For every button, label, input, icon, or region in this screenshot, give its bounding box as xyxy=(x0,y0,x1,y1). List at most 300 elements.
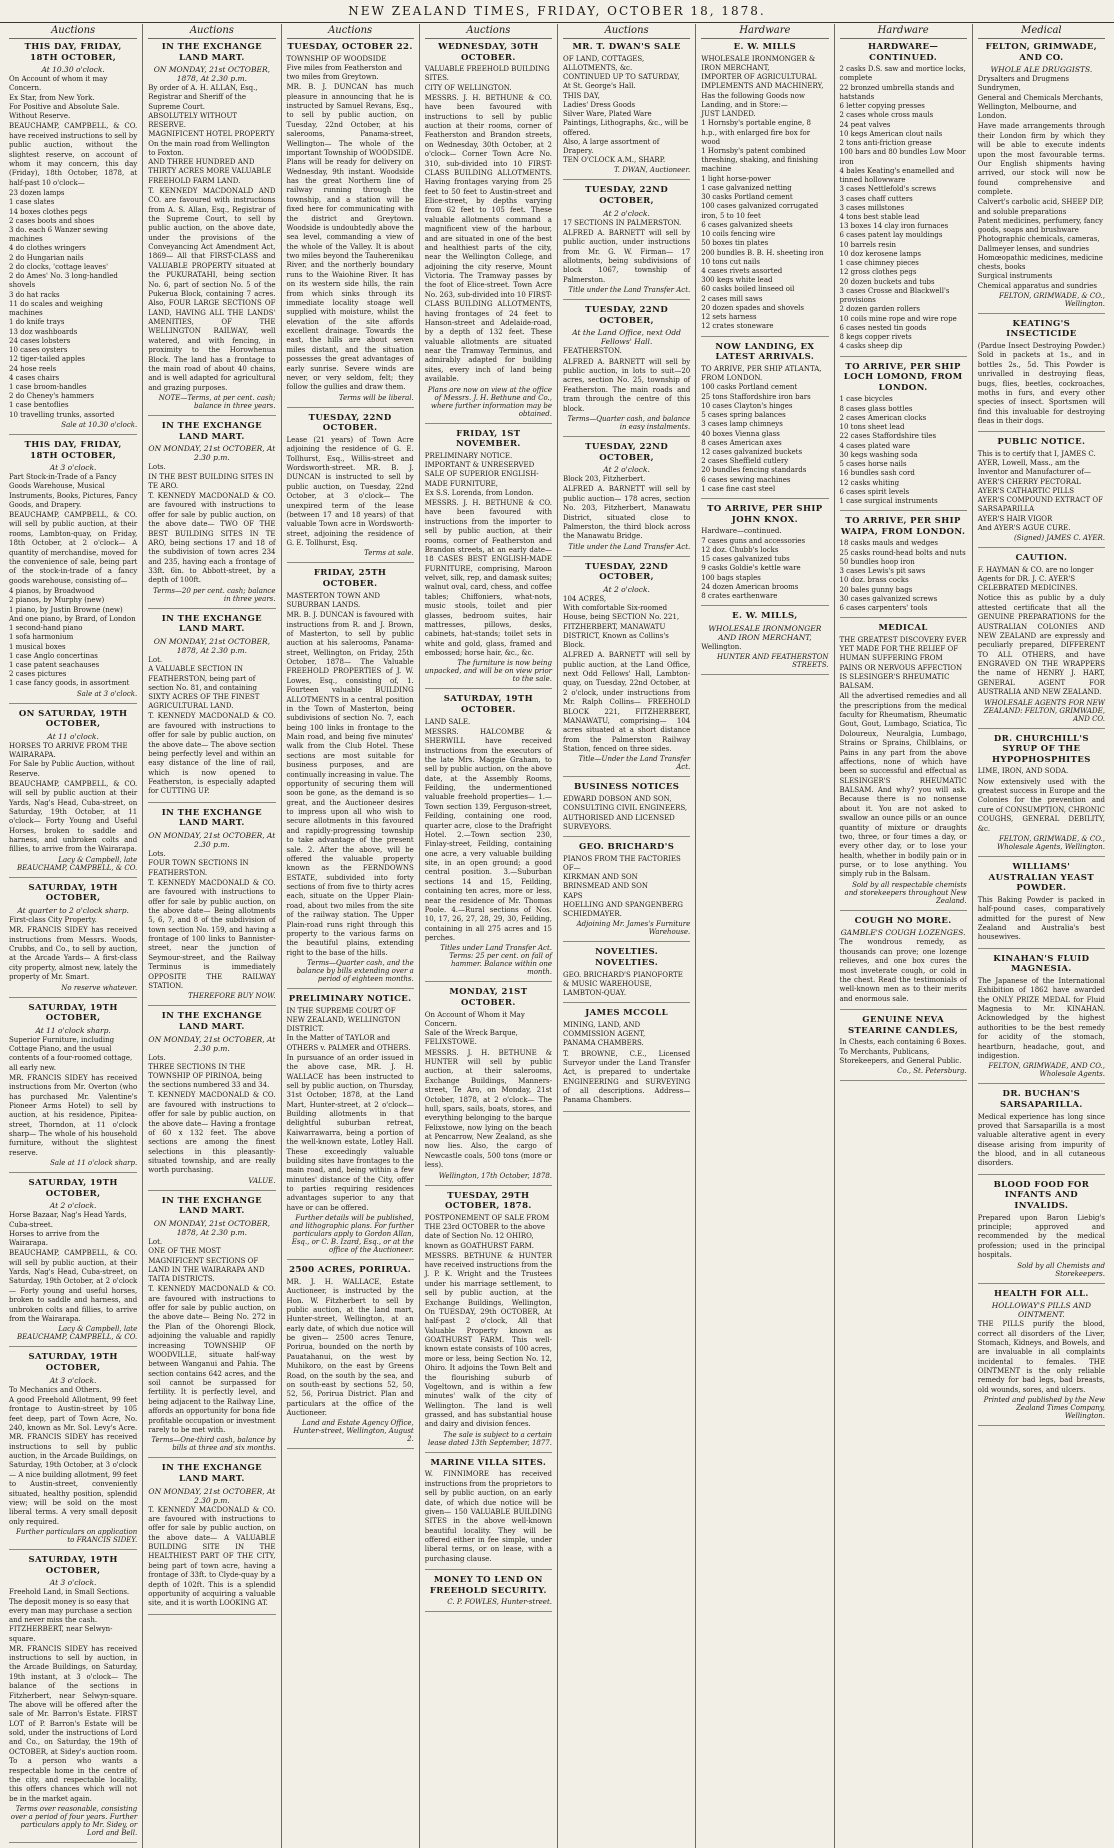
advertisement xyxy=(425,694,552,982)
ad-subheading: At quarter to 2 o'clock sharp. xyxy=(17,906,129,916)
ad-list-item: 4 do clothes wringers xyxy=(9,244,86,253)
ad-list-item: 50 boxes tin plates xyxy=(701,239,769,248)
ad-line: TO ARRIVE, PER SHIP ATLANTA, FROM LONDON. xyxy=(701,364,822,383)
ad-list-item: 3 cases chaff cutters xyxy=(839,194,913,203)
column-heading: Auctions xyxy=(287,24,414,39)
advertisement xyxy=(287,568,414,989)
advertisement xyxy=(287,413,414,564)
ad-list-item: 6 cases galvanized sheets xyxy=(701,220,793,229)
ad-list-item: 100 bags staples xyxy=(701,573,761,582)
ad-line: For Positive and Absolute Sale. xyxy=(9,102,120,111)
ad-line: Also, A large assortment of Drapery. xyxy=(563,137,660,155)
ad-list-item: 1 case galvanized netting xyxy=(701,183,792,192)
ad-line: FITZHERBERT, near Selwyn-square. xyxy=(9,1625,113,1643)
ad-list-item: 20 bales gunny bags xyxy=(839,585,913,594)
ad-line: JUST LANDED. xyxy=(701,110,756,119)
ad-list-item: 6 cases nested tin goods xyxy=(839,323,927,332)
ad-line: IMPORTANT & UNRESERVED SALE OF SUPERIOR ENGLISH-MADE FURNITURE, xyxy=(424,461,539,488)
ad-list-item: 4 tons best stable lead xyxy=(839,213,920,221)
ad-subheading: WHOLESALE IRONMONGER AND IRON MERCHANT, xyxy=(708,623,822,642)
ad-list-item: 12 tiger-tailed apples xyxy=(9,355,85,364)
ad-heading: TUESDAY, OCTOBER 22. xyxy=(287,42,413,52)
ad-signature: HUNTER AND FEATHERSTON STREETS. xyxy=(716,653,829,670)
ad-line: For Sale by Public Auction, without Reserve. xyxy=(9,760,135,778)
advertisement xyxy=(9,440,137,704)
ad-heading: CAUTION. xyxy=(1015,553,1068,564)
ad-signature: Printed and published by the New Zealand Times Company, Wellington. xyxy=(983,1396,1105,1421)
ad-list-item: 10 travelling trunks, assorted xyxy=(9,410,115,419)
column-7 xyxy=(834,24,972,1848)
ad-list-item: 10 barrels resin xyxy=(839,240,897,249)
ad-body: ALFRED A. BARNETT will sell by public auction— 178 acres, section No. 203, Fitzherbert, Manawatu District, situated close to Palmerston, the third block across the Manawatu Bridge. xyxy=(563,485,691,541)
ad-heading: TUESDAY, 29TH OCTOBER, 1878. xyxy=(444,1190,532,1212)
ad-signature: Plans are now on view at the office of Messrs. J. H. Bethune and Co., where further information may be obtained. xyxy=(427,385,552,418)
ad-signature: The sale is subject to a certain lease dated 13th September, 1877. xyxy=(428,1430,552,1447)
ad-line: IMPORTER OF AGRICULTURAL IMPLEMENTS AND MACHINERY, xyxy=(701,73,824,91)
ad-heading: THIS DAY, FRIDAY, 18TH OCTOBER, xyxy=(24,439,122,461)
ad-list-item: 3 cases Lewis's pit saws xyxy=(839,567,926,576)
ad-line: 17 SECTIONS IN PALMERSTON. xyxy=(563,218,682,227)
ad-body: T. KENNEDY MACDONALD & CO. are favoured with instructions to offer for sale by public auction, on the above date— Being allotments 5, 6, 7, and 8 of the subdivision of town section No. 159, and having a frontage of 100 links to Bannister-street, near the junction of Seymour-street, and the Railway Terminus is immediately OPPOSITE THE RAILWAY STATION. xyxy=(148,878,276,990)
ad-heading: FRIDAY, 25TH OCTOBER. xyxy=(313,568,387,590)
ad-line: F. HAYMAN & CO. are no longer Agents for DR. J. C. AYER'S CELEBRATED MEDICINES. xyxy=(977,565,1094,593)
ad-signature: Further details will be published, and lithographic plans. For further particulars apply to Gordon Allan, Esq., or C. B. Izard, Esq., or at the office of the Auctioneer. xyxy=(290,1214,414,1255)
ad-list-item: 1 case bicycles xyxy=(839,395,893,404)
ad-heading: KINAHAN'S FLUID MAGNESIA. xyxy=(993,953,1090,975)
ad-list-item: 9 casks Goldie's kettle ware xyxy=(701,564,801,573)
ad-signature: Further particulars on application to FRANCIS SIDEY. xyxy=(16,1528,138,1545)
advertisement xyxy=(701,504,828,606)
ad-list-item: 1 Hornsby's portable engine, 8 h.p., with enlarged fire box for wood xyxy=(701,119,811,146)
ad-signature: NOTE—Terms, at per cent. cash; balance in three years. xyxy=(158,394,276,411)
ad-list-item: 8 cases American axes xyxy=(701,438,782,447)
ad-list-item: 100 bars and 80 bundles Low Moor iron xyxy=(839,148,966,166)
ad-line: AYER'S CHERRY PECTORAL xyxy=(977,477,1081,486)
ad-list-item: 200 bundles B. B. H. sheeting iron xyxy=(701,248,824,257)
column-2 xyxy=(142,24,280,1848)
ad-line: Lots. xyxy=(148,463,166,472)
ad-body: MR. FRANCIS SIDEY has received instructions from Messrs. Woods, Crubbs, and Co., to sell by auction, at the Arcade Yards— A first-class city property, almost new, lately the property of Mr. Smart. xyxy=(9,926,138,982)
ad-list-item: 3 cases Crosse and Blackwell's provisions xyxy=(839,286,950,305)
ad-heading: IN THE EXCHANGE LAND MART. xyxy=(161,421,263,442)
ad-signature: The furniture is now being unpacked, and will be on view prior to the sale. xyxy=(424,659,552,684)
ad-signature: Adjoining Mr. James's Furniture Warehouse. xyxy=(576,920,691,937)
ad-list-item: 1 second-hand piano xyxy=(9,624,83,633)
ad-body: All the advertised remedies and all the prescriptions from the medical faculty for Rheumatism, Rheumatic Gout, Gout, Lumbago, Sciatica, Tic Doloureux, Neuralgia, Lumbago, Strains or Sprains, Chilblains, or Pains in any part from the above affections, none of which have been so successful and effectual as SLESINGER'S RHEUMATIC BALSAM. And why? you will ask. Because there is no nonsense about it. You are not asked to swallow an ounce pills or an ounce quantity of mixture or draughts two, three, or four times a day, or every other day, or to lose your health, whether in bodily pain or in purse, or to lose anything. You simply rub in the Balsam. xyxy=(839,692,967,879)
ad-list-item: 1 case fancy goods, in assortment xyxy=(9,679,130,688)
ad-list-item: 10 doz kerosene lamps xyxy=(839,249,921,258)
ad-line: Ex Star, from New York. xyxy=(9,93,95,102)
ad-body: A good Freehold Allotment, 99 feet frontage to Austin-street by 105 feet deep, part of Town Acre, No. 240, known as Mr. Sol. Levy's Acre. MR. FRANCIS SIDEY has received instructions to sell by public auction, in the Arcade Buildings, on Saturday, 19th October, at 3 o'clock— A nice building allotment, 99 feet to Austin-street, conveniently situated, healthy position, splendid view; will be sold on the most liberal terms. A very small deposit only required. xyxy=(9,1395,138,1526)
ad-line: KIRKMAN AND SON xyxy=(563,873,638,882)
ad-list-item: 7 cases guns and accessories xyxy=(701,536,806,545)
ad-list-item: 10 coils fencing wire xyxy=(701,230,776,239)
ad-subheading: At 3 o'clock. xyxy=(49,463,97,473)
ad-list-item: 10 cases Clayton's hinges xyxy=(701,401,793,410)
ad-list-item: 12 doz. Chubb's locks xyxy=(701,545,779,554)
column-6 xyxy=(695,24,833,1848)
ad-subheading: At 2 o'clock. xyxy=(49,1201,97,1211)
ad-line: MINING, LAND, AND COMMISSION AGENT, xyxy=(563,1020,646,1039)
ad-body: BEAUCHAMP, CAMPBELL, & CO. have received instructions to sell by public auction, without the slightest reserve, on account of whom it may concern, this day (Friday), 18th October, 1878, at half-past 10 o'clock— xyxy=(9,122,138,187)
ad-list-item: 5 cases spring balances xyxy=(701,411,786,420)
advertisement xyxy=(563,42,690,180)
ad-line: Drysalters and Drugmens Sundrymen, xyxy=(977,75,1070,93)
ad-list-item: 1 Hornsby's patent combined threshing, shaking, and finishing machine xyxy=(701,146,819,174)
ad-signature: THEREFORE BUY NOW. xyxy=(188,992,276,1001)
advertisement xyxy=(148,1463,275,1614)
ad-heading: IN THE EXCHANGE LAND MART. xyxy=(161,613,263,635)
ad-subheading: At the Land Office, next Odd Fellows' Hall. xyxy=(572,328,681,347)
advertisement xyxy=(9,709,137,878)
advertisement xyxy=(9,1003,137,1174)
ad-list-item: 2 cases mill saws xyxy=(701,294,763,303)
column-heading: Auctions xyxy=(425,24,552,39)
ad-line: AND THREE HUNDRED AND THIRTY ACRES MORE VALUABLE FREEHOLD FARM LAND. xyxy=(148,158,272,185)
ad-line: Superior Furniture, including Cottage Piano, and the usual contents of a four-roomed cottage, all early new. xyxy=(9,1035,133,1072)
advertisement xyxy=(9,1555,137,1843)
column-heading: Auctions xyxy=(9,24,137,39)
ad-line: GEO. BRICHARD'S PIANOFORTE & MUSIC WAREHOUSE, LAMBTON-QUAY. xyxy=(563,970,683,997)
advertisement xyxy=(701,42,828,337)
ad-heading: TO ARRIVE, PER SHIP JOHN KNOX. xyxy=(707,504,823,525)
ad-list-item: 3 cases lamp chimneys xyxy=(701,420,783,429)
ad-signature: Terms—One-third cash, balance by bills at three and six months. xyxy=(151,1436,276,1453)
ad-body: The Japanese of the International Exhibition of 1862 have awarded the ONLY PRIZE MEDAL for Fluid Magnesia to Mr. KINAHAN. Acknowledged by the highest authorities to be the best remedy for acidity of the stomach, heartburn, headache, gout, and indigestion. xyxy=(977,976,1105,1060)
ad-list-item: Surgical instruments xyxy=(977,272,1053,281)
advertisement xyxy=(701,342,828,500)
ad-signature: T. DWAN, Auctioneer. xyxy=(614,166,691,175)
ad-heading: TO ARRIVE, PER SHIP LOCH LOMOND, FROM LONDON. xyxy=(843,361,963,393)
ad-line: THIS DAY, xyxy=(563,91,600,100)
ad-heading: MEDICAL xyxy=(878,623,928,634)
ad-subheading: At 2 o'clock. xyxy=(603,465,650,475)
ad-list-item: Patent medicines, perfumery, fancy goods, soaps and brushware xyxy=(977,216,1103,235)
ad-heading: E. W. MILLS, xyxy=(732,611,798,622)
ad-list-item: 14 boxes clothes pegs xyxy=(9,207,88,216)
ad-signature: FELTON, GRIMWADE, & CO., Wellington. xyxy=(998,291,1105,308)
column-1 xyxy=(4,24,142,1848)
advertisement xyxy=(563,442,690,557)
ad-list-item: 1 sofa harmonium xyxy=(9,633,74,642)
ad-line: CITY OF WELLINGTON. xyxy=(424,83,512,92)
ad-body: MESSRS. J. H. BETHUNE & HUNTER will sell by public auction, at their salerooms, Exchange Buildings, Manners-street, Te Aro, on Monday, 21st October, 1878, at 2 o'clock— The hull, spars, sails, boats, stores, and everything belonging to the barque Felixstowe, now lying on the beach at Pencarrow, New Zealand, as she now lies. Also, the cargo of Newcastle coals, 500 tons (more or less). xyxy=(424,1048,552,1170)
ad-line: PANAMA CHAMBERS. xyxy=(563,1039,644,1048)
column-3 xyxy=(281,24,419,1848)
advertisement xyxy=(563,842,690,942)
ad-body: ALFRED A. BARNETT will sell by public auction, in lots to suit—20 acres, section No. 25, township of Featherston. The main roads and tram through the centre of this block. xyxy=(563,357,691,413)
advertisement xyxy=(425,1575,552,1612)
ad-list-item: 13 doz washboards xyxy=(9,327,78,336)
advertisement xyxy=(840,1015,967,1081)
ad-line: AYER'S CATHARTIC PILLS xyxy=(977,486,1075,495)
ad-heading: GENUINE NEVA STEARINE CANDLES, xyxy=(847,1015,959,1036)
ad-body: Lease (21 years) of Town Acre adjoining the residence of G. E. Tollhurst, Esq., Willis-street and Wordsworth-street. MR. B. J. DUNCAN is instructed to sell by public auction, on Tuesday, 22nd October, at 3 o'clock— The unexpired term of the lease (between 17 and 18 years) of that valuable Town acre in Wordsworth-street, adjoining the residence of G. E. Tollhurst, Esq. xyxy=(286,435,414,548)
ad-line: First-class City Property. xyxy=(9,916,97,925)
advertisement xyxy=(425,429,552,690)
ad-heading: TO ARRIVE, PER SHIP WAIPA, FROM LONDON. xyxy=(840,516,966,537)
ad-line: AYER'S HAIR VIGOR xyxy=(977,514,1053,523)
ad-list-item: Chemical apparatus and sundries xyxy=(977,281,1097,290)
ad-line: Lots. xyxy=(148,1053,166,1062)
advertisement xyxy=(9,42,137,435)
ad-list-item: 16 bundles sash cord xyxy=(839,469,915,478)
ad-signature: No reserve whatever. xyxy=(61,983,138,992)
ad-subheading: ON MONDAY, 21st OCTOBER, 1878, At 2.30 p.m. xyxy=(153,1219,270,1238)
ad-list-item: 6 cases carpenters' tools xyxy=(839,604,928,613)
ad-signature: Terms will be liberal. xyxy=(338,393,414,402)
advertisement xyxy=(287,42,414,408)
ad-signature: FELTON, GRIMWADE, & CO., Wholesale Agents, Wellington. xyxy=(997,834,1105,851)
column-8 xyxy=(972,24,1110,1848)
ad-line: Horses to arrive from the Wairarapa. xyxy=(9,1229,100,1248)
advertisement xyxy=(148,614,275,803)
ad-body: In pursuance of an order issued in the above case, MR. J. H. WALLACE has been instructed to sell by public auction, on Thursday, 31st October, 1878, at the Land Mart, Hunter-street, at 2 o'clock— Building allotments in that delightful suburban retreat, Kaiwarrawarra, being a portion of the well-known estate, Lotley Hall. These exceedingly valuable building sites have frontages to the main road, and, being within a few minutes' distance of the City, offer to parties requiring residences advantages superior to any that have or can be offered. xyxy=(286,1053,414,1212)
ad-signature: Terms over reasonable, consisting over a period of four years. Further particulars apply to Mr. Sidey, or Lord and Bell. xyxy=(10,1805,138,1838)
advertisement xyxy=(978,1180,1105,1284)
ad-list-item: 25 casks round-head bolts and nuts xyxy=(839,548,966,557)
ad-body: MESSRS. J. H. BETHUNE & CO. have been favoured with instructions from the importer to sell by public auction, at their rooms, corner of Featherston and Brandon streets, at an early date— 18 CASES BEST ENGLISH-MADE FURNITURE, comprising, Maroon velvet, silk, rep, and damask suites; walnut oval, card, chess, and coffee tables; Chiffoniers, what-nots, music stools, toilet and pier glasses, bedroom suites, hair mattresses, pillows, desks, cabinets, hat-stands; toilet sets in white and gold, glass, framed and embossed; horse hair, &c., &c. xyxy=(424,499,552,657)
ad-heading: IN THE EXCHANGE LAND MART. xyxy=(161,1195,263,1217)
ad-list-item: 20 dozen buckets and tubs xyxy=(839,277,935,286)
advertisement xyxy=(148,421,275,609)
ad-heading: NOW LANDING, EX LATEST ARRIVALS. xyxy=(715,341,815,363)
ad-line: CONTINUED UP TO SATURDAY, xyxy=(563,73,680,82)
ad-line: WHOLESALE IRONMONGER & IRON MERCHANT, xyxy=(701,54,816,72)
ad-heading: HARDWARE—CONTINUED. xyxy=(867,42,939,63)
ad-heading: BLOOD FOOD FOR INFANTS AND INVALIDS. xyxy=(993,1179,1090,1212)
advertisement xyxy=(978,1089,1105,1175)
ad-body: MR. B. J. DUNCAN is favoured with instructions from R. and J. Brown, of Masterton, to sell by public auction at his salerooms, Panama-street, Wellington, on Friday, 25th October, 1878— The Valuable FREEHOLD PROPERTIES of J. W. Lowes, Esq., consisting of, 1. Fourteen valuable BUILDING ALLOTMENTS in a central position in the Town of Masterton, being subdivisions of section No. 7, each being 100 links in frontage to the Main road, and being five minutes' walk from the Club Hotel. These sections are most suitable for business purposes, and are continually increasing in value. The opportunity of securing them will soon be gone, as the demand is so great, and the Auctioneer desires to impress upon all who wish to secure allotments in this favoured and rapidly-progressing township to take advantage of the present sale. 2. After the above, will be offered the valuable property known as the FERNDOWNS ESTATE, subdivided into forty sections of from five to thirty acres each, situate on the Upper Plain-road, about two miles from the site of the railway station. The Upper Plain-road runs right through this property to the various farms on the beautiful plains, extending right to the base of the hills. xyxy=(286,611,414,957)
ad-heading: DR. CHURCHILL'S SYRUP OF THE HYPOPHOSPHITES xyxy=(991,733,1091,765)
ad-signature: Lacy & Campbell, late BEAUCHAMP, CAMPBELL, & CO. xyxy=(16,1325,138,1342)
ad-list-item: 1 light horse-power xyxy=(701,174,771,183)
ad-body: BEAUCHAMP, CAMPBELL, & CO. will sell by public auction at their Yards, Nag's Head, Cuba-street, on Saturday, 19th October, at 11 o'clock— Forty Young and Useful Horses, broken to saddle and harness, and unbroken colts and fillies, to arrive from the Wairarapa. xyxy=(9,779,138,854)
ad-list-item: 8 crates earthenware xyxy=(701,592,778,601)
advertisement xyxy=(9,883,137,998)
ad-line: To Mechanics and Others. xyxy=(9,1385,102,1394)
ad-heading: FELTON, GRIMWADE, AND CO. xyxy=(985,42,1098,63)
ad-list-item: 10 doz. brass cocks xyxy=(839,576,909,585)
ad-body: The wondrous remedy, as thousands can prove; one lozenge relieves, and one box cures the most inveterate cough, or cold in the chest. Read the testimonials of well-known men as to their merits and enormous sale. xyxy=(839,938,967,1003)
ad-signature: Sold by all Chemists and Storekeepers. xyxy=(1017,1261,1105,1278)
ad-line: ONE OF THE MOST MAGNIFICENT SECTIONS OF LAND IN THE WAIRARAPA AND TAITA DISTRICTS. xyxy=(148,1247,265,1284)
ad-subheading: At 3 o'clock. xyxy=(49,1375,97,1385)
ad-line: VALUABLE FREEHOLD BUILDING SITES. xyxy=(424,65,550,83)
ad-line: And AYER'S AGUE CURE. xyxy=(977,523,1071,532)
ad-line: TOWNSHIP OF WOODSIDE xyxy=(286,54,387,63)
ad-heading: WILLIAMS' AUSTRALIAN YEAST POWDER. xyxy=(988,861,1095,894)
ad-list-item: 1 case chimney pieces xyxy=(839,259,919,268)
ad-list-item: 2 dozen garden rollers xyxy=(839,305,920,314)
ad-list-item: 24 hose reels xyxy=(9,364,57,373)
ad-body: This Baking Powder is packed in half-pound cases, comparatively admitted for the purest of New Zealand and Australia's best housewives. xyxy=(977,895,1105,942)
advertisement xyxy=(563,947,690,1003)
ad-body: T. KENNEDY MACDONALD & CO. are favoured with instructions to offer for sale by public auction, on the above date— TWO OF THE BEST BUILDING SITES IN TE ARO, being sections 17 and 18 of the subdivision of town acres 234 and 235, having each a frontage of 33ft. 6in. to Abbott-street, by a depth of 100ft. xyxy=(148,492,276,585)
ad-line: BRINSMEAD AND SON xyxy=(563,882,648,891)
column-heading: Auctions xyxy=(148,24,275,39)
advertisement xyxy=(425,987,552,1185)
ad-subheading: ON MONDAY, 21st OCTOBER, 1878, At 2.30 p.m. xyxy=(153,65,270,84)
ad-body: BEAUCHAMP, CAMPBELL, & CO. will sell by public auction, at their rooms, Lambton-quay, on Friday, 18th October, at 2 o'clock— A quantity of merchandise, moved for the convenience of sale, being part of the stock-in-trade of a fancy goods warehouse, consisting of— xyxy=(9,511,138,585)
ad-list-item: 40 boxes Vienna glass xyxy=(701,429,780,438)
ad-body: T. KENNEDY MACDONALD & CO. are favoured with instructions to offer for sale by public auction, on the above date— Being No. 272 in the Plan of the Ohorengi Block, adjoining the valuable and rapidly increasing TOWNSHIP OF WOODVILLE, situate half-way between Wanganui and Pahia. The section contains 642 acres, and the soil cannot be surpassed for fertility. It is perfectly level, and being adjacent to the Railway Line, affords an opportunity for bona fide profitable occupation or investment rarely to be met with. xyxy=(148,1285,276,1434)
ad-list-item: 2 do clocks, 'cottage leaves' xyxy=(9,262,109,271)
ad-line: Has the following Goods now Landing, and in Store:— xyxy=(701,91,806,109)
ad-list-item: 6 cases patent lay mouldings xyxy=(839,231,943,240)
ad-line: Paintings, Lithographs, &c., will be offered. xyxy=(563,119,689,137)
ad-list-item: Calvert's carbolic acid, SHEEP DIP, and soluble preparations xyxy=(977,198,1104,216)
ad-line: Horse Bazaar, Nag's Head Yards, Cuba-street. xyxy=(9,1211,127,1229)
ad-line: Five miles from Featherston and two miles from Greytown. xyxy=(286,63,403,82)
ad-heading: BUSINESS NOTICES xyxy=(573,782,680,793)
ad-body: T. BROWNE, C.E., Licensed Surveyor under the Land Transfer Act, is prepared to undertake ENGINEERING and SURVEYING of all descriptions. Address—Panama Chambers. xyxy=(563,1049,691,1105)
ad-heading: PUBLIC NOTICE. xyxy=(997,437,1086,448)
ad-list-item: 3 do. each 6 Wanzer sewing machines xyxy=(9,225,108,244)
ad-heading: IN THE EXCHANGE LAND MART. xyxy=(161,1011,263,1032)
ad-line: A VALUABLE SECTION IN FEATHERSTON, being part of section No. 81, and containing SIXTY ACRES OF THE FINEST AGRICULTURAL LAND. xyxy=(148,665,260,711)
ad-list-item: 6 cases sewing machines xyxy=(701,475,791,484)
ad-line: On Account of Whom it May Concern. xyxy=(424,1010,525,1028)
ad-signature: (Signed) JAMES C. AYER. xyxy=(1013,534,1105,543)
ad-line: IN THE BEST BUILDING SITES IN TE ARO. xyxy=(148,472,274,490)
ad-signature: Title—Under the Land Transfer Act. xyxy=(578,755,691,772)
ad-signature: FELTON, GRIMWADE, AND CO., Wholesale Agents. xyxy=(988,1062,1105,1079)
ad-line: Block 203, Fitzherbert. xyxy=(563,475,646,484)
ad-list-item: 2 tons anti-friction grease xyxy=(839,139,932,148)
column-5 xyxy=(557,24,695,1848)
ad-heading: SATURDAY, 19TH OCTOBER, xyxy=(28,1352,118,1373)
ad-signature: WHOLESALE AGENTS FOR NEW ZEALAND: FELTON, GRIMWADE, AND CO. xyxy=(983,698,1105,723)
ad-heading: E. W. MILLS xyxy=(733,42,797,52)
ad-line: PRELIMINARY NOTICE. xyxy=(424,451,513,460)
ad-line: At St. George's Hall. xyxy=(563,82,636,91)
ad-line: FEATHERSTON. xyxy=(563,347,622,356)
ad-heading: SATURDAY, 19TH OCTOBER, xyxy=(28,1555,118,1576)
ad-list-item: 23 dozen lamps xyxy=(9,189,65,198)
advertisement xyxy=(148,1011,275,1191)
ad-subheading: ON MONDAY, 21st OCTOBER, At 2.30 p.m. xyxy=(148,831,276,850)
ad-list-item: 4 pianos, by Broadwood xyxy=(9,587,95,596)
ad-line: Part Stock-in-Trade of a Fancy Goods Warehouse, Musical Instruments, Books, Pictures, Fancy Goods, and Drapery. xyxy=(9,473,138,509)
advertisement xyxy=(148,1196,275,1458)
advertisement xyxy=(978,437,1105,548)
ad-subheading: At 3 o'clock. xyxy=(49,1578,97,1588)
ad-list-item: 10 cases oysters xyxy=(9,346,68,355)
ad-line: IN THE SUPREME COURT OF NEW ZEALAND, WELLINGTON DISTRICT. xyxy=(286,1006,401,1034)
ad-body: T. KENNEDY MACDONALD & CO. are favoured with instructions to offer for sale by public auction, on the above date— A VALUABLE BUILDING SITE IN THE HEALTHIEST PART OF THE CITY, being part of town acre, having a frontage of 33ft. to Clyde-quay by a depth of 102ft. This is a splendid opportunity of acquiring a valuable site, and it is worth LOOKING AT. xyxy=(148,1505,276,1608)
ad-heading: IN THE EXCHANGE LAND MART. xyxy=(161,1463,263,1484)
ad-line: LAND SALE. xyxy=(424,717,471,726)
ad-list-item: 2 cases whole cross mauls xyxy=(839,111,934,120)
ad-line: This is to certify that I, JAMES C. AYER, Lowell, Mass., am the Inventor and Manufacturer of— xyxy=(977,450,1096,477)
ad-line: MASTERTON TOWN AND SUBURBAN LANDS. xyxy=(286,591,380,609)
ad-body: MR. J. H. WALLACE, Estate Auctioneer, is instructed by the Hon. W. Fitzherbert to sell by public auction, at the land mart, Hunter-street, Wellington, at an early date, of which due notice will be given— 2500 acres Tenure, Porirua, bounded on the north by Pauatahanui, on the west by Muhikoro, on the east by Greens Road, on the south by the sea, and on south-east by sections 52, 50, 52, 56, Porirua District. Plan and particulars at the office of the Auctioneer. xyxy=(286,1277,414,1418)
ad-list-item: 1 musical boxes xyxy=(9,642,66,651)
ad-list-item: 18 casks mauls and wedges xyxy=(839,539,938,548)
ad-list-item: 2 do Ames' No. 3 long-handled shovels xyxy=(9,272,118,290)
ad-signature: Land and Estate Agency Office, Hunter-street, Wellington, August 2. xyxy=(293,1419,414,1444)
ad-signature: Sale at 10.30 o'clock. xyxy=(61,420,138,429)
ad-heading: SATURDAY, 19TH OCTOBER. xyxy=(443,694,534,715)
ad-subheading: At 2 o'clock. xyxy=(603,208,650,218)
ad-line: POSTPONEMENT OF SALE FROM THE 23rd OCTOBER to the above date of Section No. 12 OHIRO, known as GOATHURST FARM. xyxy=(424,1213,550,1250)
ad-subheading: At 10.30 o'clock. xyxy=(41,65,105,75)
ad-body: T. KENNEDY MACDONALD & CO. are favoured with instructions to offer for sale by public auction, on the above date— Having a frontage of 60 x 132 feet. The above sections are among the finest selections in this pleasantly-situated township, and are really worth purchasing. xyxy=(148,1091,276,1175)
ad-list-item: 3 cases Nettlefold's screws xyxy=(839,185,936,194)
ad-subheading: ON MONDAY, 21st OCTOBER, 1878, At 2.30 p.m. xyxy=(153,637,270,656)
ad-signature: Co., St. Petersburg. xyxy=(897,1067,967,1076)
ad-body: W. FINNIMORE has received instructions from the proprietors to sell by public auction, on an early date, of which due notice will be given— 150 VALUABLE BUILDING SITES in the above well-known beautiful locality. They will be offered either in fee simple, under liberal terms, or on lease, with a purchasing clause. xyxy=(424,1470,552,1563)
ad-body: MR. FRANCIS SIDEY has received instructions to sell by auction, in the Arcade Buildings, on Saturday, 19th instant, at 3 o'clock— The balance of the sections in Fitzherbert, near Selwyn-square. The above will be offered after the sale of Mr. Barron's Estate. FIRST LOT of P. Barron's Estate will be sold, under the instructions of Lord and Co., on Saturday, the 19th of OCTOBER, at Sidey's auction room. To a person who wants a respectable home in the centre of the city, and respectable locality, this offers chances which will not be in the market again. xyxy=(9,1644,138,1803)
ad-line: Wellington. xyxy=(701,642,742,651)
advertisement xyxy=(148,42,275,416)
ad-signature: Title under the Land Transfer Act. xyxy=(568,542,691,551)
ad-heading: THIS DAY, FRIDAY, 18TH OCTOBER, xyxy=(24,42,122,63)
ad-heading: ON SATURDAY, 19TH OCTOBER, xyxy=(18,708,128,730)
ad-list-item: 5 cases horse nails xyxy=(839,460,907,469)
ad-heading: SATURDAY, 19TH OCTOBER, xyxy=(28,1178,118,1199)
advertisement xyxy=(563,782,690,837)
advertisement xyxy=(701,611,828,675)
ad-heading: HEALTH FOR ALL. xyxy=(994,1288,1089,1299)
ad-signature: Terms—Quarter cash, and balance in easy instalments. xyxy=(567,414,691,431)
ad-line: Freehold Land, in Small Sections. The deposit money is so easy that every man may purchase a section and never miss the cash. xyxy=(9,1588,133,1625)
advertisement xyxy=(978,734,1105,857)
ad-line: Hardware—continued. xyxy=(701,527,782,536)
ad-line: HOELLING AND SPANGENBERG xyxy=(563,900,683,909)
ad-subheading: WHOLE ALE DRUGGISTS. xyxy=(990,65,1093,75)
ad-list-item: 24 peat valves xyxy=(839,120,891,129)
ad-list-item: 100 cases galvanized corrugated iron, 5 to 10 feet xyxy=(701,202,819,220)
ad-body: MR. B. J. DUNCAN has much pleasure in announcing that he is instructed by Samuel Revans, Esq., to sell by public auction, on Tuesday, 22nd October, at his salerooms, Panama-street, Wellington— The whole of the important Township of WOODSIDE. Plans will be ready for delivery on Wednesday, 9th instant. Woodside has the great Northern line of railway running through the township, and a station will be fixed here for communicating with the district and Greytown. Woodside is undoubtedly above the sea level, commanding a view of the whole of the Valley. It is about two miles beyond the Tauherenikau River, and the northerly boundary runs to the Waiohine River. It has on its western side hills, the rain from which sinks through its immediate locality stoage well supplied with moisture, whilst the elevation of the site affords excellent drainage. Towards the east, the hills are about seven miles distant, and the situation possesses the great advantages of early sunrise. Severe winds are never, or very seldom, felt; they follow the gullies and draw them. xyxy=(286,83,414,392)
ad-line: Silver Ware, Plated Ware xyxy=(563,110,652,119)
ad-signature: Terms—Quarter cash, and the balance by bills extending over a period of eighteen months. xyxy=(296,959,414,984)
ad-list-item: Photographic chemicals, cameras, Dallmeyer lenses, and sundries xyxy=(977,235,1100,253)
ad-body: THE PILLS purify the blood, correct all disorders of the Liver, Stomach, Kidneys, and Bowels, and are invaluable in all complaints incidental to females. THE OINTMENT is the only reliable remedy for bad legs, bad breasts, old wounds, sores, and ulcers. xyxy=(977,1320,1105,1394)
advertisement xyxy=(978,553,1105,728)
ad-list-item: 20 dozen spades and shovels xyxy=(701,303,804,312)
advertisement xyxy=(148,808,275,1006)
ad-heading: SATURDAY, 19TH OCTOBER, xyxy=(28,1002,118,1024)
ad-line: THE GREATEST DISCOVERY EVER YET MADE FOR THE RELIEF OF HUMAN SUFFERING FROM PAINS OR NERVOUS AFFECTION IS SLESINGER'S RHEUMATIC BALSAM. xyxy=(839,635,967,691)
ad-signature: Terms at sale. xyxy=(364,549,414,558)
ad-body: ALFRED A. BARNETT will sell by public auction, at the Land Office, next Odd Fellows' Hall, Lambton-quay, on Tuesday, 22nd October, at 2 o'clock, under instructions from Mr. Ralph Collins— FREEHOLD BLOCK 221, FITZHERBERT, MANAWATU, comprising— 104 acres situated at a short distance from the Palmerston Railway Station, fenced on three sides. xyxy=(563,651,691,754)
ad-signature: Wellington, 17th October, 1878. xyxy=(438,1171,552,1180)
ad-list-item: 3 do hat racks xyxy=(9,290,60,299)
masthead: NEW ZEALAND TIMES, FRIDAY, OCTOBER 18, 1878. xyxy=(0,0,1114,23)
ad-heading: TUESDAY, 22ND OCTOBER, xyxy=(585,305,669,326)
ad-subheading: GAMBLE'S COUGH LOZENGES. xyxy=(840,928,966,938)
advertisement xyxy=(563,185,690,300)
ad-body: (Pardue Insect Destroying Powder.) Sold in packets at 1s., and in bottles 2s., 5d. This Powder is unrivalled in destroying fleas, bugs, flies, beetles, cockroaches, moths in furs, and every other species of insect. Sportsmen will find this invaluable for destroying fleas in their dogs. xyxy=(977,342,1105,426)
ad-line: PIANOS FROM THE FACTORIES OF— xyxy=(563,854,681,872)
ad-line: Ladies' Dress Goods xyxy=(563,100,636,109)
ad-line: AYER'S COMPOUND EXTRACT OF SARSAPARILLA xyxy=(977,496,1103,514)
ad-list-item: 1 case slates xyxy=(9,198,55,207)
ad-list-item: 1 case bentoflies xyxy=(9,401,69,410)
ad-list-item: And one piano, by Brard, of London xyxy=(9,614,136,623)
ad-list-item: 4 cases plated ware xyxy=(839,441,911,450)
ad-list-item: 12 crates stoneware xyxy=(701,322,774,331)
advertisement xyxy=(563,305,690,437)
ad-body: MESSRS. J. H. BETHUNE & CO. have been favoured with instructions to sell by public auction at their rooms, corner of Featherston and Brandon streets, on Wednesday, 30th October, at 2 o'clock— Corner Town Acre No. 310, sub-divided into 10 FIRST-CLASS BUILDING ALLOTMENTS. Having frontages varying from 25 feet to 50 feet to Austin-street and Elice-street, by depths varying from 62 feet to 105 feet. These valuable allotments command a magnificent view of the harbour, and are situated in one of the best and healthiest parts of the city, near the Wellington College, and adjoining the city reserve, Mount Victoria. The Tramway passes by the foot of Elice-street. Town Acre No. 263, sub-divided into 10 FIRST-CLASS BUILDING ALLOTMENTS, having frontages of 24 feet to Hanson-street and Adelaide-road, by a depth of 132 feet. These valuable allotments are situated near the Tramway Terminus, and admirably adapted for building sites, every inch of land being available. xyxy=(424,93,552,384)
advertisement xyxy=(9,1352,137,1550)
ad-list-item: 15 cases galvanized tubs xyxy=(701,555,790,564)
ad-list-item: 2 cases pictures xyxy=(9,670,67,679)
ad-list-item: 50 bundles hoop iron xyxy=(839,557,915,566)
ad-heading: IN THE EXCHANGE LAND MART. xyxy=(161,42,263,63)
